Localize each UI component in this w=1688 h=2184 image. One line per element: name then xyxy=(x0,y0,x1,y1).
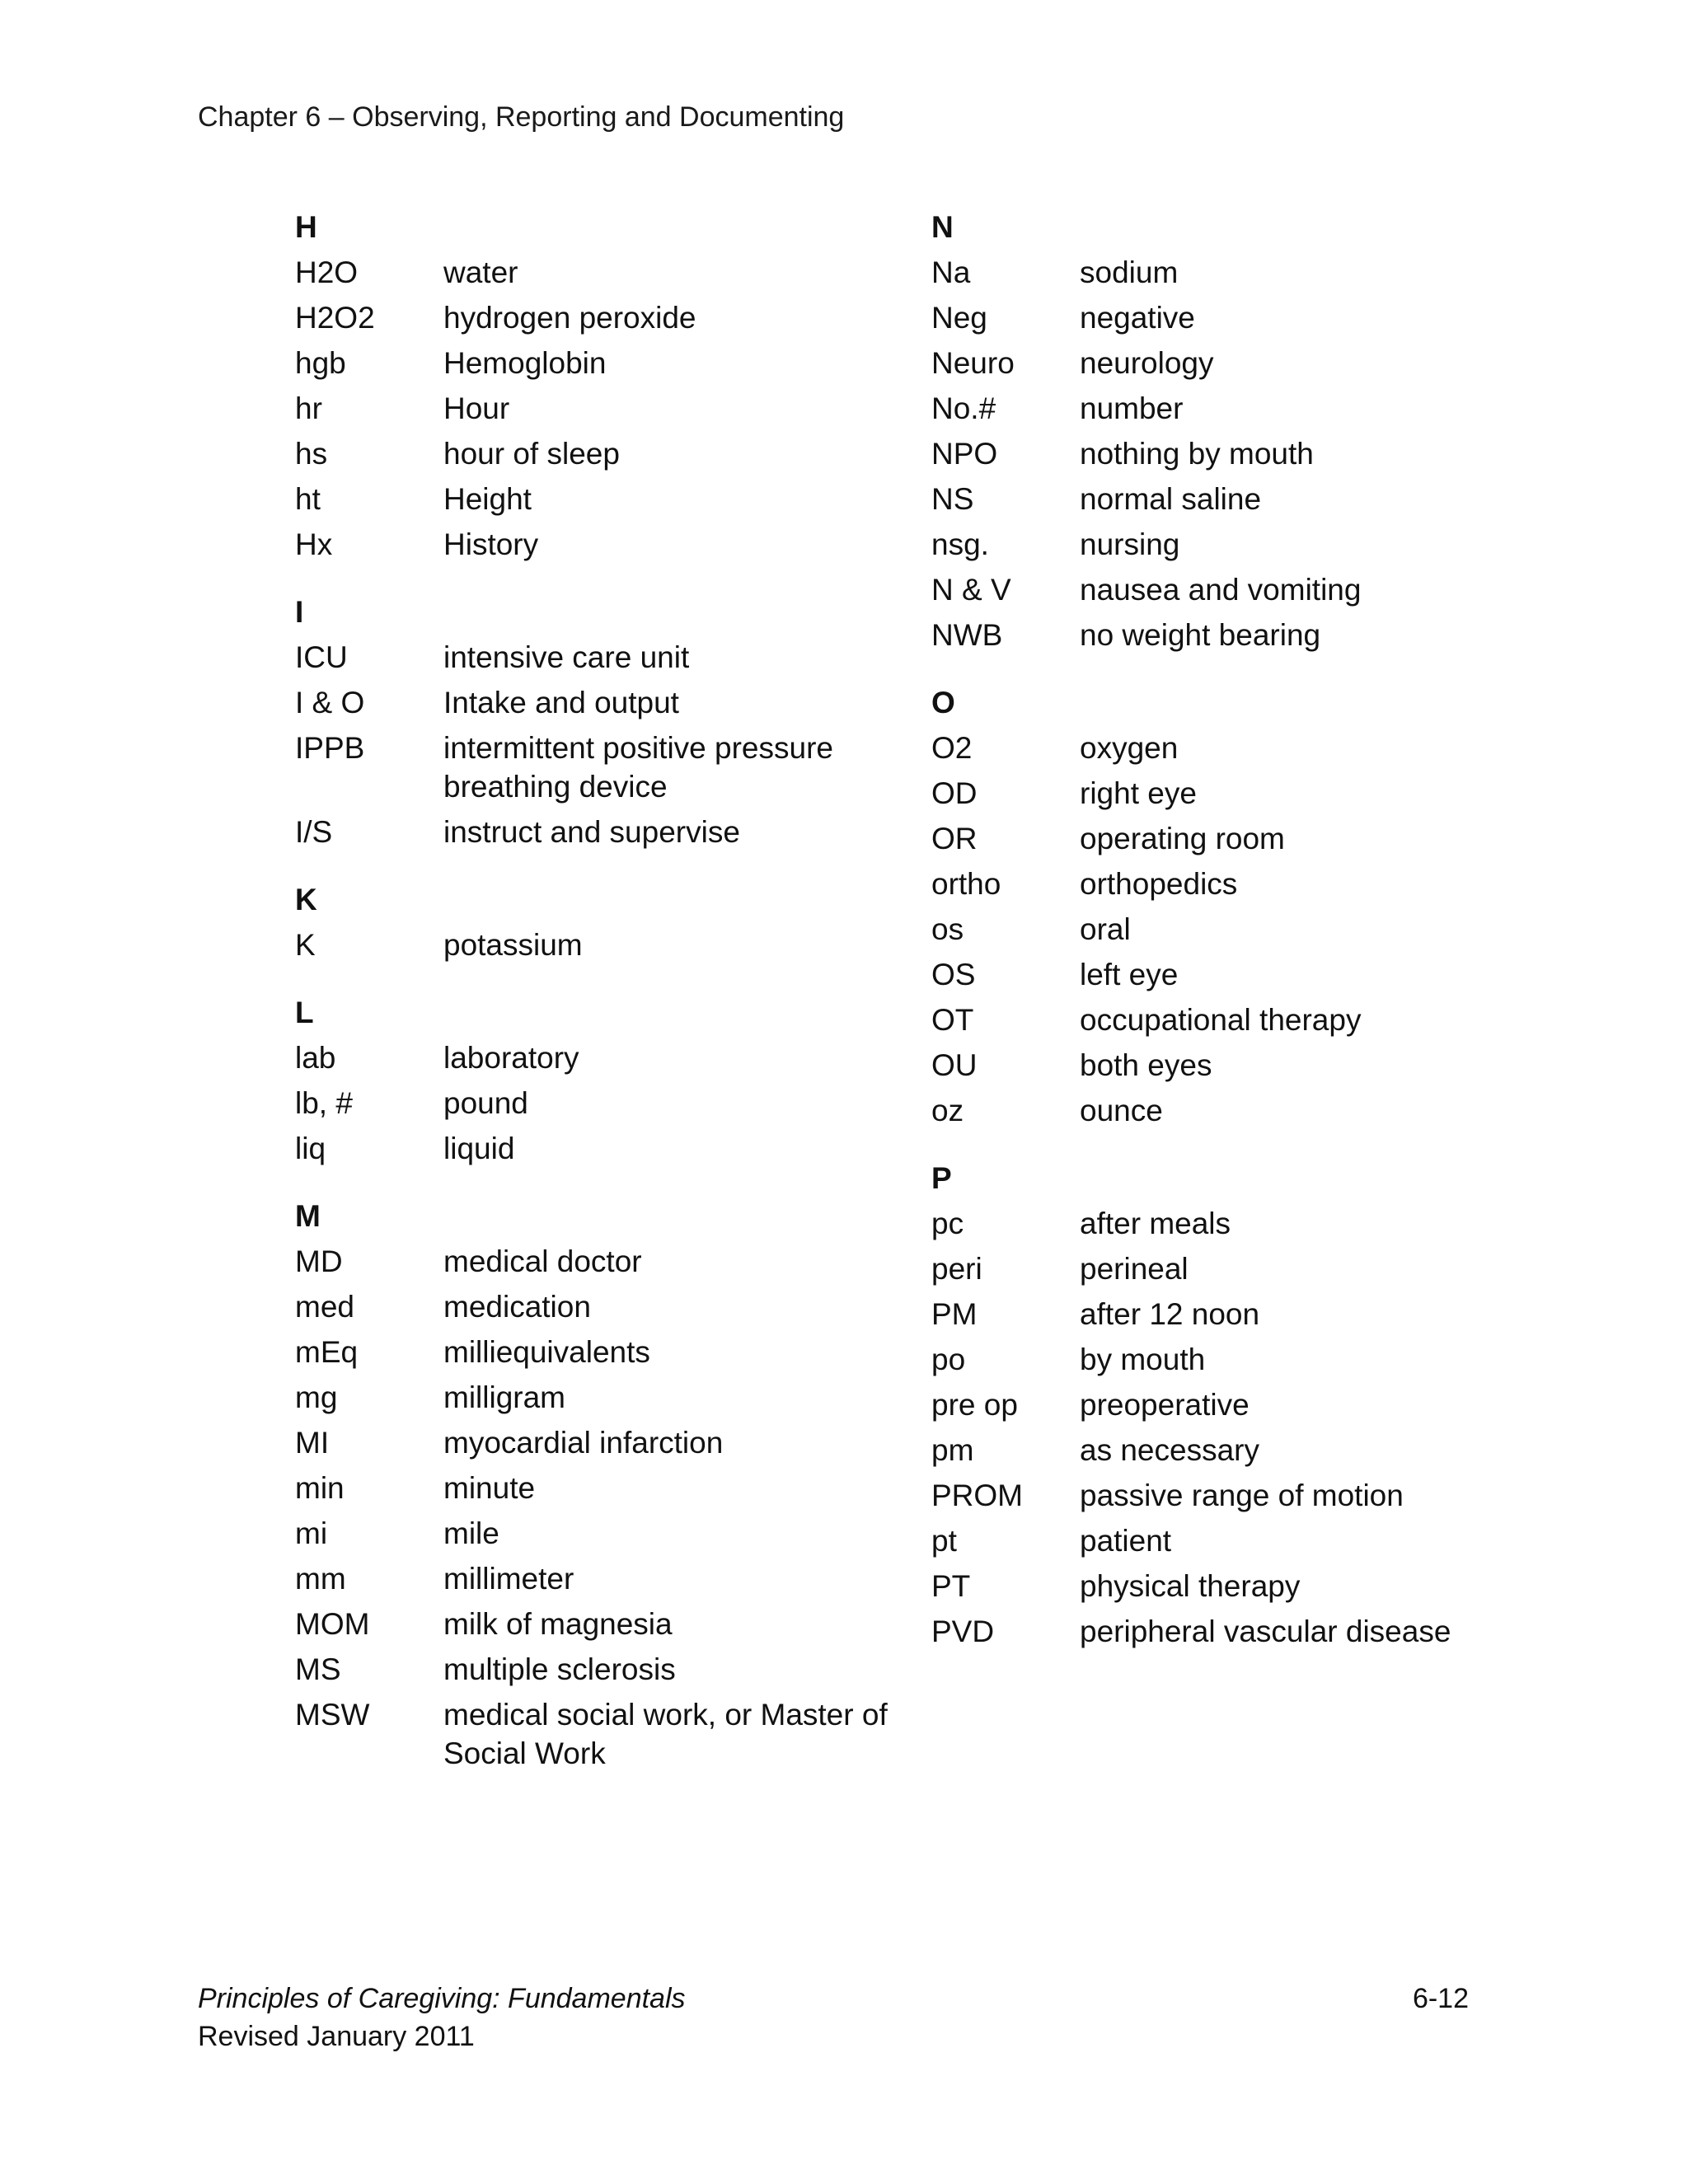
section-letter: I xyxy=(295,595,304,629)
abbreviation-meaning: Hemoglobin xyxy=(443,346,607,380)
abbreviation: MS xyxy=(295,1652,341,1686)
abbreviation-entry xyxy=(931,431,1541,476)
section-h xyxy=(295,204,905,567)
abbreviation-entry xyxy=(931,1291,1541,1337)
abbreviation-entry xyxy=(931,295,1541,340)
revision-date: Revised January 2011 xyxy=(198,2021,475,2052)
abbreviation-entry xyxy=(295,680,905,725)
abbreviation: Neuro xyxy=(931,346,1015,380)
abbreviation-meaning: potassium xyxy=(443,928,583,962)
abbreviation-meaning: medical doctor xyxy=(443,1244,642,1278)
abbreviation-meaning: milligram xyxy=(443,1380,565,1414)
abbreviation: PROM xyxy=(931,1479,1023,1512)
abbreviation: pc xyxy=(931,1207,964,1240)
abbreviation: ht xyxy=(295,482,321,516)
abbreviation: ICU xyxy=(295,640,348,674)
abbreviation-meaning: Height xyxy=(443,482,532,516)
abbreviation-entry xyxy=(931,522,1541,567)
abbreviation-entry xyxy=(931,340,1541,386)
abbreviation: I/S xyxy=(295,815,333,849)
abbreviation-meaning: passive range of motion xyxy=(1080,1479,1404,1512)
abbreviation: OR xyxy=(931,822,978,855)
abbreviation-entry xyxy=(295,809,905,855)
abbreviation: Hx xyxy=(295,527,333,561)
abbreviation-entry xyxy=(295,1465,905,1511)
abbreviation: H2O xyxy=(295,255,359,289)
abbreviation-entry xyxy=(295,386,905,431)
abbreviation-meaning: normal saline xyxy=(1080,482,1262,516)
abbreviation: OT xyxy=(931,1003,974,1037)
abbreviation-entry xyxy=(931,861,1541,907)
abbreviation-entry xyxy=(295,1375,905,1420)
abbreviation-entry xyxy=(295,1556,905,1601)
abbreviation: pm xyxy=(931,1433,974,1467)
abbreviation-entry xyxy=(295,922,905,968)
section-letter: H xyxy=(295,210,317,244)
abbreviation-entry xyxy=(931,1382,1541,1427)
section-letter: K xyxy=(295,883,317,916)
abbreviation-meaning: orthopedics xyxy=(1080,867,1238,901)
abbreviation: liq xyxy=(295,1132,326,1165)
abbreviation-entry xyxy=(295,1080,905,1126)
abbreviation: OD xyxy=(931,776,978,810)
abbreviation-meaning: instruct and supervise xyxy=(443,815,740,849)
abbreviation-meaning: left eye xyxy=(1080,958,1179,991)
abbreviation: PT xyxy=(931,1569,971,1603)
abbreviation: po xyxy=(931,1343,966,1376)
abbreviation-meaning: multiple sclerosis xyxy=(443,1652,676,1686)
abbreviation-meaning: water xyxy=(443,255,518,289)
abbreviation-entry xyxy=(295,635,905,680)
abbreviation-meaning: as necessary xyxy=(1080,1433,1259,1467)
abbreviation: peri xyxy=(931,1252,982,1286)
abbreviation-meaning: milk of magnesia xyxy=(443,1607,673,1641)
abbreviation: MD xyxy=(295,1244,343,1278)
abbreviation-entry xyxy=(295,522,905,567)
abbreviation-meaning: milliequivalents xyxy=(443,1335,650,1369)
abbreviation-meaning: nursing xyxy=(1080,527,1180,561)
abbreviation-meaning: patient xyxy=(1080,1524,1172,1558)
abbreviation: PM xyxy=(931,1297,978,1331)
abbreviation-entry xyxy=(295,431,905,476)
abbreviation-meaning: preoperative xyxy=(1080,1388,1250,1422)
abbreviation-meaning: sodium xyxy=(1080,255,1179,289)
abbreviation: K xyxy=(295,928,316,962)
abbreviation: lb, # xyxy=(295,1086,353,1120)
abbreviation-entry xyxy=(931,1201,1541,1246)
abbreviation: ortho xyxy=(931,867,1001,901)
abbreviation-meaning: operating room xyxy=(1080,822,1285,855)
abbreviation-entry xyxy=(931,1337,1541,1382)
abbreviation-entry xyxy=(295,725,905,809)
abbreviation-meaning: oxygen xyxy=(1080,731,1179,765)
abbreviation-entry xyxy=(931,1609,1541,1654)
abbreviation-entry xyxy=(295,340,905,386)
abbreviation: MSW xyxy=(295,1698,370,1732)
abbreviation-meaning: hour of sleep xyxy=(443,437,620,471)
abbreviation-entry xyxy=(931,1427,1541,1473)
abbreviation-meaning: right eye xyxy=(1080,776,1197,810)
abbreviation: H2O2 xyxy=(295,301,375,335)
abbreviation-entry xyxy=(295,1647,905,1692)
abbreviation-meaning: number xyxy=(1080,391,1184,425)
section-p xyxy=(931,1155,1541,1654)
abbreviation-entry xyxy=(931,1088,1541,1133)
abbreviation-meaning: after meals xyxy=(1080,1207,1231,1240)
abbreviation: mi xyxy=(295,1516,328,1550)
abbreviation-meaning: pound xyxy=(443,1086,528,1120)
abbreviation: mm xyxy=(295,1562,346,1596)
abbreviation-entry xyxy=(931,952,1541,997)
abbreviation-entry xyxy=(931,1518,1541,1563)
section-letter: M xyxy=(295,1199,321,1233)
abbreviation: min xyxy=(295,1471,345,1505)
abbreviation: lab xyxy=(295,1041,336,1075)
abbreviation-entry xyxy=(931,997,1541,1043)
abbreviation-column-right xyxy=(931,204,1541,1676)
abbreviation-entry xyxy=(931,725,1541,771)
abbreviation: O2 xyxy=(931,731,973,765)
abbreviation-entry xyxy=(931,386,1541,431)
abbreviation-entry xyxy=(931,1473,1541,1518)
abbreviation-entry xyxy=(295,1692,905,1776)
abbreviation-entry xyxy=(295,1239,905,1284)
abbreviation-entry xyxy=(931,816,1541,861)
abbreviation-meaning: peripheral vascular disease xyxy=(1080,1615,1451,1648)
abbreviation-meaning: physical therapy xyxy=(1080,1569,1301,1603)
abbreviation-meaning: intermittent positive pressure breathing device xyxy=(443,731,833,804)
abbreviation-entry xyxy=(931,1043,1541,1088)
abbreviation-meaning: minute xyxy=(443,1471,536,1505)
abbreviation: I & O xyxy=(295,686,365,719)
abbreviation-entry xyxy=(295,1420,905,1465)
abbreviation-entry xyxy=(931,476,1541,522)
section-i xyxy=(295,589,905,855)
abbreviation-meaning: after 12 noon xyxy=(1080,1297,1260,1331)
abbreviation: IPPB xyxy=(295,731,365,765)
section-letter: N xyxy=(931,210,954,244)
abbreviation: Neg xyxy=(931,301,987,335)
abbreviation: hr xyxy=(295,391,322,425)
abbreviation-entry xyxy=(931,1563,1541,1609)
abbreviation: OU xyxy=(931,1048,978,1082)
abbreviation-meaning: intensive care unit xyxy=(443,640,690,674)
abbreviation-meaning: medical social work, or Master of Social Work xyxy=(443,1698,888,1770)
abbreviation-meaning: no weight bearing xyxy=(1080,618,1321,652)
abbreviation: hs xyxy=(295,437,328,471)
abbreviation-entry xyxy=(295,295,905,340)
abbreviation-meaning: hydrogen peroxide xyxy=(443,301,696,335)
abbreviation: mg xyxy=(295,1380,338,1414)
abbreviation-meaning: neurology xyxy=(1080,346,1214,380)
abbreviation-meaning: millimeter xyxy=(443,1562,574,1596)
abbreviation: hgb xyxy=(295,346,346,380)
section-n xyxy=(931,204,1541,658)
abbreviation-entry xyxy=(295,1511,905,1556)
abbreviation-entry xyxy=(295,1601,905,1647)
abbreviation: OS xyxy=(931,958,976,991)
abbreviation-column-left xyxy=(295,204,905,1798)
abbreviation-entry xyxy=(931,1246,1541,1291)
abbreviation-meaning: nothing by mouth xyxy=(1080,437,1314,471)
abbreviation-meaning: both eyes xyxy=(1080,1048,1212,1082)
section-l xyxy=(295,990,905,1171)
abbreviation-meaning: by mouth xyxy=(1080,1343,1206,1376)
abbreviation: No.# xyxy=(931,391,996,425)
section-letter: O xyxy=(931,686,955,719)
abbreviation-meaning: medication xyxy=(443,1290,591,1324)
page-number: 6-12 xyxy=(1412,1983,1469,2014)
abbreviation: med xyxy=(295,1290,354,1324)
abbreviation-entry xyxy=(295,1329,905,1375)
abbreviation: MI xyxy=(295,1426,330,1460)
book-title: Principles of Caregiving: Fundamentals xyxy=(198,1983,686,2014)
abbreviation-meaning: perineal xyxy=(1080,1252,1189,1286)
abbreviation-entry xyxy=(295,1284,905,1329)
abbreviation-meaning: myocardial infarction xyxy=(443,1426,724,1460)
abbreviation-meaning: Intake and output xyxy=(443,686,679,719)
abbreviation: nsg. xyxy=(931,527,989,561)
abbreviation-entry xyxy=(931,250,1541,295)
abbreviation: MOM xyxy=(295,1607,370,1641)
abbreviation-entry xyxy=(295,1126,905,1171)
abbreviation-meaning: laboratory xyxy=(443,1041,579,1075)
section-letter: L xyxy=(295,996,314,1029)
section-o xyxy=(931,680,1541,1133)
abbreviation-meaning: nausea and vomiting xyxy=(1080,573,1362,607)
abbreviation-meaning: mile xyxy=(443,1516,499,1550)
section-m xyxy=(295,1193,905,1776)
abbreviation-meaning: Hour xyxy=(443,391,510,425)
abbreviation-entry xyxy=(295,476,905,522)
section-k xyxy=(295,877,905,968)
abbreviation: mEq xyxy=(295,1335,359,1369)
abbreviation-meaning: History xyxy=(443,527,539,561)
abbreviation-entry xyxy=(931,567,1541,612)
abbreviation: NPO xyxy=(931,437,998,471)
abbreviation: Na xyxy=(931,255,971,289)
abbreviation: PVD xyxy=(931,1615,995,1648)
abbreviation-entry xyxy=(931,612,1541,658)
abbreviation: oz xyxy=(931,1094,964,1127)
abbreviation: pre op xyxy=(931,1388,1018,1422)
abbreviation-entry xyxy=(295,1035,905,1080)
abbreviation: os xyxy=(931,912,964,946)
section-letter: P xyxy=(931,1161,952,1195)
abbreviation: NWB xyxy=(931,618,1003,652)
abbreviation-meaning: oral xyxy=(1080,912,1131,946)
abbreviation-meaning: negative xyxy=(1080,301,1195,335)
abbreviation: N & V xyxy=(931,573,1011,607)
abbreviation-entry xyxy=(931,907,1541,952)
footer-left xyxy=(198,1980,686,2055)
abbreviation: pt xyxy=(931,1524,957,1558)
abbreviation-meaning: liquid xyxy=(443,1132,515,1165)
abbreviation-meaning: occupational therapy xyxy=(1080,1003,1362,1037)
abbreviation-entry xyxy=(295,250,905,295)
abbreviation-entry xyxy=(931,771,1541,816)
chapter-header: Chapter 6 – Observing, Reporting and Documenting xyxy=(198,101,845,133)
abbreviation-meaning: ounce xyxy=(1080,1094,1163,1127)
abbreviation: NS xyxy=(931,482,974,516)
